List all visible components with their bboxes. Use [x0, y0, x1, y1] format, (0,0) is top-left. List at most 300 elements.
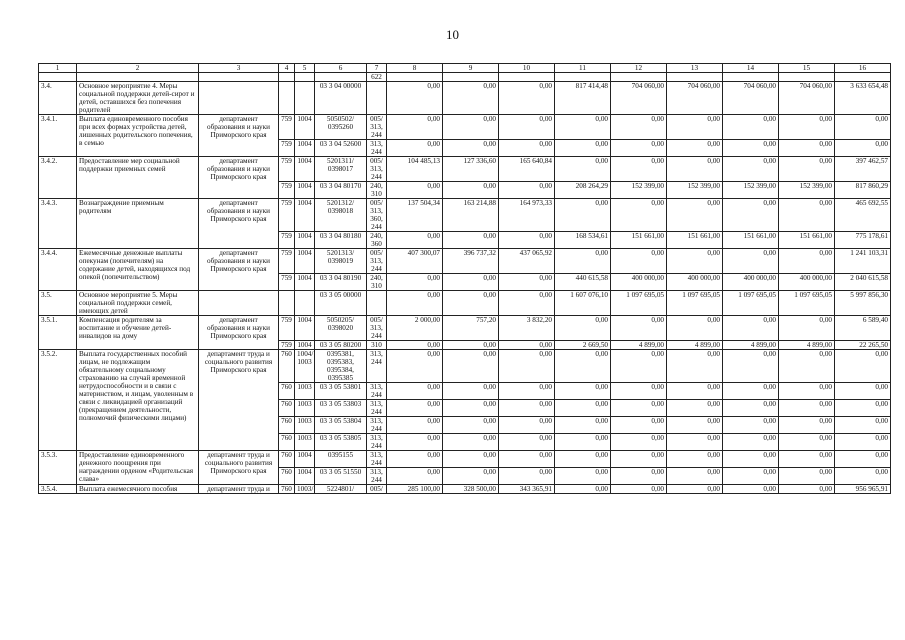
- row-executor: [199, 291, 279, 316]
- row-value: 0,00: [443, 115, 499, 140]
- row-value: 704 060,00: [667, 82, 723, 115]
- row-value: 152 399,00: [779, 182, 835, 199]
- row-value: 0,00: [611, 468, 667, 485]
- row-code-5: 1004: [295, 468, 315, 485]
- row-value: 396 737,32: [443, 249, 499, 274]
- column-header: 3: [199, 64, 279, 73]
- budget-table: [38, 63, 891, 494]
- row-value: 0,00: [723, 350, 779, 383]
- row-value: 0,00: [667, 485, 723, 494]
- row-value: 0,00: [555, 249, 611, 274]
- row-name: Предоставление единовременного денежного поощрения при награждении орденом «Родительская слава»: [77, 451, 199, 485]
- row-value: 0,00: [667, 115, 723, 140]
- row-value: 1 097 695,05: [779, 291, 835, 316]
- row-value: 208 264,29: [555, 182, 611, 199]
- row-value: 400 000,00: [611, 274, 667, 291]
- row-value: 0,00: [611, 485, 667, 494]
- row-value: 0,00: [499, 182, 555, 199]
- row-executor: департамент труда и социального развития Приморского края: [199, 350, 279, 451]
- row-id: 3.5.2.: [39, 350, 77, 451]
- row-code-6: 03 3 05 53801: [315, 383, 367, 400]
- row-value: 440 615,58: [555, 274, 611, 291]
- row-code-5: 1004: [295, 451, 315, 468]
- row-value: 3 633 654,48: [835, 82, 891, 115]
- row-value: 465 692,55: [835, 199, 891, 232]
- row-value: 2 669,50: [555, 341, 611, 350]
- row-code-6: 03 3 04 80180: [315, 232, 367, 249]
- row-code-6: 03 3 04 52600: [315, 140, 367, 157]
- row-value: 0,00: [779, 485, 835, 494]
- row-name: Компенсация родителям за воспитание и обучение детей-инвалидов на дому: [77, 316, 199, 350]
- row-value: 0,00: [443, 341, 499, 350]
- row-code-5: 1004: [295, 232, 315, 249]
- row-value: 0,00: [499, 140, 555, 157]
- row-code-4: 760: [279, 383, 295, 400]
- row-value: 0,00: [387, 232, 443, 249]
- row-value: 0,00: [387, 400, 443, 417]
- column-header: 4: [279, 64, 295, 73]
- row-code-7: 313, 244: [367, 417, 387, 434]
- row-value: 4 899,00: [723, 341, 779, 350]
- row-code-5: 1004: [295, 341, 315, 350]
- row-value: 0,00: [555, 417, 611, 434]
- row-value: 0,00: [555, 350, 611, 383]
- row-code-6: 5201313/ 0398019: [315, 249, 367, 274]
- row-code-6: 5050502/ 0395260: [315, 115, 367, 140]
- row-code-4: 759: [279, 274, 295, 291]
- row-code-5: 1004: [295, 316, 315, 341]
- row-value: 285 100,00: [387, 485, 443, 494]
- row-value: 0,00: [443, 468, 499, 485]
- row-value: 1 097 695,05: [667, 291, 723, 316]
- row-value: 1 097 695,05: [611, 291, 667, 316]
- row-code-5: 1003: [295, 400, 315, 417]
- row-value: 0,00: [611, 140, 667, 157]
- row-code-7: 240, 310: [367, 274, 387, 291]
- row-name: Основное мероприятие 5. Меры социальной поддержки семей, имеющих детей: [77, 291, 199, 316]
- row-code-6: 03 3 05 53803: [315, 400, 367, 417]
- row-value: 2 040 615,58: [835, 274, 891, 291]
- row-value: 0,00: [723, 249, 779, 274]
- row-value: 137 504,34: [387, 199, 443, 232]
- column-header: 2: [77, 64, 199, 73]
- row-code-6: 03 3 04 80190: [315, 274, 367, 291]
- table-row: [39, 82, 891, 115]
- row-value: 152 399,00: [667, 182, 723, 199]
- row-code-7: 005/ 313, 360, 244: [367, 199, 387, 232]
- row-value: 0,00: [443, 383, 499, 400]
- row-value: 0,00: [723, 383, 779, 400]
- row-executor: департамент труда и: [199, 485, 279, 494]
- row-value: 0,00: [667, 140, 723, 157]
- row-code-6: 0395381, 0395383, 0395384, 0395385: [315, 350, 367, 383]
- page-number: 10: [446, 27, 459, 42]
- row-code-5: 1003: [295, 434, 315, 451]
- table-row: [39, 115, 891, 140]
- row-value: 0,00: [723, 157, 779, 182]
- row-value: 0,00: [723, 115, 779, 140]
- column-header: 9: [443, 64, 499, 73]
- row-value: 0,00: [779, 417, 835, 434]
- row-value: 704 060,00: [611, 82, 667, 115]
- row-value: 0,00: [443, 182, 499, 199]
- table-row: [39, 485, 891, 494]
- row-value: 0,00: [387, 274, 443, 291]
- row-name: Основное мероприятие 4. Меры социальной поддержки детей-сирот и детей, оставшихся без попечения родителей: [77, 82, 199, 115]
- row-value: 0,00: [779, 468, 835, 485]
- row-value: 0,00: [499, 274, 555, 291]
- row-value: 4 899,00: [611, 341, 667, 350]
- row-value: 0,00: [443, 417, 499, 434]
- column-header: 10: [499, 64, 555, 73]
- row-code-6: 03 3 04 00000: [315, 82, 367, 115]
- row-value: 0,00: [443, 232, 499, 249]
- row-value: 0,00: [555, 199, 611, 232]
- row-value: 168 534,61: [555, 232, 611, 249]
- row-code-6: 5224801/: [315, 485, 367, 494]
- row-code-4: 759: [279, 316, 295, 341]
- row-value: 437 065,92: [499, 249, 555, 274]
- row-value: 328 500,00: [443, 485, 499, 494]
- row-value: 0,00: [443, 82, 499, 115]
- row-value: 0,00: [387, 350, 443, 383]
- row-value: 152 399,00: [723, 182, 779, 199]
- row-value: 164 973,33: [499, 199, 555, 232]
- column-header: 7: [367, 64, 387, 73]
- row-value: 0,00: [835, 468, 891, 485]
- row-value: 0,00: [611, 316, 667, 341]
- row-value: 0,00: [835, 140, 891, 157]
- row-value: 0,00: [779, 434, 835, 451]
- row-value: 0,00: [779, 383, 835, 400]
- row-code-4: 759: [279, 341, 295, 350]
- row-value: 0,00: [443, 451, 499, 468]
- row-value: 0,00: [835, 350, 891, 383]
- row-code-5: 1004/ 1003: [295, 350, 315, 383]
- row-value: 0,00: [723, 451, 779, 468]
- row-value: 0,00: [611, 115, 667, 140]
- column-header: 16: [835, 64, 891, 73]
- row-name: Выплата ежемесячного пособия: [77, 485, 199, 494]
- row-value: 0,00: [611, 350, 667, 383]
- row-executor: департамент образования и науки Приморского края: [199, 199, 279, 249]
- row-value: 0,00: [835, 115, 891, 140]
- row-value: 22 265,50: [835, 341, 891, 350]
- row-executor: департамент образования и науки Приморского края: [199, 157, 279, 199]
- row-value: 704 060,00: [723, 82, 779, 115]
- row-code-4: 760: [279, 400, 295, 417]
- row-value: 0,00: [779, 115, 835, 140]
- row-id: 3.5.4.: [39, 485, 77, 494]
- column-header: 8: [387, 64, 443, 73]
- row-name: Выплата государственных пособий лицам, не подлежащим обязательному социальному страхованию на случай временной нетрудоспособности и в связи с материнством, и лицам, уволенным в связи с ликвидацией организаций (прекращением деятельности, полномочий физическими лицами): [77, 350, 199, 451]
- row-value: 0,00: [667, 157, 723, 182]
- column-header: 5: [295, 64, 315, 73]
- row-executor: департамент образования и науки Приморского края: [199, 316, 279, 350]
- row-value: 0,00: [723, 485, 779, 494]
- row-code-6: 03 3 05 80200: [315, 341, 367, 350]
- row-code-7: 240, 310: [367, 182, 387, 199]
- row-value: 2 000,00: [387, 316, 443, 341]
- row-value: 0,00: [667, 249, 723, 274]
- row-code-7: 313, 244: [367, 451, 387, 468]
- row-value: 0,00: [499, 451, 555, 468]
- column-header: 1: [39, 64, 77, 73]
- row-value: 0,00: [667, 468, 723, 485]
- row-code-4: 760: [279, 417, 295, 434]
- row-code-4: 760: [279, 468, 295, 485]
- table-row: [39, 451, 891, 468]
- row-name: Вознаграждение приемным родителям: [77, 199, 199, 249]
- row-value: 0,00: [443, 350, 499, 383]
- row-code-6: 5050205/ 0398020: [315, 316, 367, 341]
- row-code-4: 759: [279, 182, 295, 199]
- row-id: 3.5.: [39, 291, 77, 316]
- row-id: 3.4.3.: [39, 199, 77, 249]
- row-value: 0,00: [555, 434, 611, 451]
- row-code-4: 760: [279, 350, 295, 383]
- row-code-7: 005/ 313, 244: [367, 316, 387, 341]
- row-value: 4 899,00: [779, 341, 835, 350]
- row-value: 0,00: [555, 485, 611, 494]
- row-id: 3.4.: [39, 82, 77, 115]
- row-value: 0,00: [387, 140, 443, 157]
- row-value: 704 060,00: [779, 82, 835, 115]
- table-row: [39, 291, 891, 316]
- row-value: 0,00: [667, 400, 723, 417]
- row-value: 0,00: [499, 468, 555, 485]
- row-value: 0,00: [723, 468, 779, 485]
- row-id: 3.5.3.: [39, 451, 77, 485]
- row-code-5: 1004: [295, 199, 315, 232]
- row-code-5: 1004: [295, 115, 315, 140]
- row-value: 0,00: [555, 400, 611, 417]
- row-value: 4 899,00: [667, 341, 723, 350]
- row-code-5: 1003: [295, 383, 315, 400]
- row-value: 0,00: [611, 199, 667, 232]
- row-code-5: 1004: [295, 249, 315, 274]
- row-value: 0,00: [779, 350, 835, 383]
- row-value: 343 365,91: [499, 485, 555, 494]
- row-value: 0,00: [387, 451, 443, 468]
- row-value: 163 214,88: [443, 199, 499, 232]
- row-value: 0,00: [667, 434, 723, 451]
- row-code-7: [367, 291, 387, 316]
- row-value: 151 661,00: [667, 232, 723, 249]
- row-code-6: 03 3 04 80170: [315, 182, 367, 199]
- row-value: 1 241 103,31: [835, 249, 891, 274]
- row-code-6: 03 3 05 53804: [315, 417, 367, 434]
- table-row: [39, 316, 891, 341]
- column-header: 6: [315, 64, 367, 73]
- row-value: 127 336,60: [443, 157, 499, 182]
- row-value: 0,00: [387, 115, 443, 140]
- row-value: 5 997 856,30: [835, 291, 891, 316]
- row-value: 956 965,91: [835, 485, 891, 494]
- row-name: Ежемесячные денежные выплаты опекунам (попечителям) на содержание детей, находящихся под опекой (попечительством): [77, 249, 199, 291]
- row-executor: департамент образования и науки Приморского края: [199, 249, 279, 291]
- row-code-7: 005/ 313, 244: [367, 115, 387, 140]
- row-value: 1 097 695,05: [723, 291, 779, 316]
- row-value: 0,00: [499, 434, 555, 451]
- row-value: 0,00: [443, 274, 499, 291]
- row-value: 151 661,00: [779, 232, 835, 249]
- row-code-6: 03 3 05 53805: [315, 434, 367, 451]
- row-value: 397 462,57: [835, 157, 891, 182]
- row-id: 3.4.2.: [39, 157, 77, 199]
- row-value: 0,00: [779, 157, 835, 182]
- row-value: 0,00: [611, 417, 667, 434]
- row-code-4: 759: [279, 199, 295, 232]
- row-value: 0,00: [611, 400, 667, 417]
- row-value: 0,00: [835, 451, 891, 468]
- row-value: 0,00: [387, 468, 443, 485]
- row-name: Предоставление мер социальной поддержки приемных семей: [77, 157, 199, 199]
- row-value: 0,00: [499, 115, 555, 140]
- row-value: 0,00: [499, 82, 555, 115]
- row-id: 3.4.1.: [39, 115, 77, 157]
- row-value: 0,00: [667, 316, 723, 341]
- table-row: [39, 249, 891, 274]
- row-value: 0,00: [779, 451, 835, 468]
- row-value: 0,00: [723, 199, 779, 232]
- continuation-cell: 622: [367, 73, 387, 82]
- row-value: 0,00: [499, 232, 555, 249]
- row-code-5: [295, 82, 315, 115]
- row-value: 3 832,20: [499, 316, 555, 341]
- row-code-4: 760: [279, 434, 295, 451]
- table-row: [39, 157, 891, 182]
- row-value: 165 640,84: [499, 157, 555, 182]
- row-code-7: 005/ 313, 244: [367, 157, 387, 182]
- row-value: 0,00: [611, 383, 667, 400]
- row-value: 0,00: [387, 182, 443, 199]
- row-value: 0,00: [443, 434, 499, 451]
- row-id: 3.4.4.: [39, 249, 77, 291]
- row-value: 0,00: [387, 417, 443, 434]
- row-value: 152 399,00: [611, 182, 667, 199]
- row-value: 0,00: [835, 383, 891, 400]
- row-code-4: 760: [279, 451, 295, 468]
- column-header: 12: [611, 64, 667, 73]
- row-value: 0,00: [723, 417, 779, 434]
- row-code-7: 313, 244: [367, 468, 387, 485]
- row-value: 0,00: [611, 249, 667, 274]
- row-value: 0,00: [779, 400, 835, 417]
- row-value: 407 300,07: [387, 249, 443, 274]
- row-value: 0,00: [723, 316, 779, 341]
- row-value: 0,00: [387, 383, 443, 400]
- row-value: 0,00: [555, 451, 611, 468]
- row-value: 0,00: [835, 417, 891, 434]
- row-value: 0,00: [555, 316, 611, 341]
- row-name: Выплата единовременного пособия при всех формах устройства детей, лишенных родительского попечения, в семью: [77, 115, 199, 157]
- row-code-4: [279, 291, 295, 316]
- row-code-4: 759: [279, 115, 295, 140]
- row-value: 400 000,00: [779, 274, 835, 291]
- table-row: [39, 199, 891, 232]
- row-value: 0,00: [835, 434, 891, 451]
- row-value: 0,00: [499, 417, 555, 434]
- row-value: 0,00: [723, 400, 779, 417]
- row-code-7: 005/ 313, 244: [367, 249, 387, 274]
- row-value: 0,00: [387, 434, 443, 451]
- row-code-6: 5201311/ 0398017: [315, 157, 367, 182]
- row-value: 0,00: [443, 140, 499, 157]
- row-code-5: 1003/: [295, 485, 315, 494]
- row-value: 0,00: [611, 434, 667, 451]
- row-id: 3.5.1.: [39, 316, 77, 350]
- row-code-6: 03 3 05 51550: [315, 468, 367, 485]
- row-code-4: 760: [279, 485, 295, 494]
- row-value: 0,00: [555, 157, 611, 182]
- row-value: 775 178,61: [835, 232, 891, 249]
- table-row: [39, 350, 891, 383]
- row-value: 0,00: [723, 140, 779, 157]
- row-value: 757,20: [443, 316, 499, 341]
- row-value: 0,00: [499, 400, 555, 417]
- row-code-7: 313, 244: [367, 140, 387, 157]
- row-value: 0,00: [499, 383, 555, 400]
- row-value: 0,00: [667, 383, 723, 400]
- row-code-7: 313, 244: [367, 383, 387, 400]
- row-code-6: 03 3 05 00000: [315, 291, 367, 316]
- row-value: 0,00: [779, 249, 835, 274]
- row-code-4: 759: [279, 140, 295, 157]
- row-value: 817 414,48: [555, 82, 611, 115]
- row-executor: департамент труда и социального развития Приморского края: [199, 451, 279, 485]
- row-value: 0,00: [499, 291, 555, 316]
- row-value: 1 607 076,10: [555, 291, 611, 316]
- row-value: 400 000,00: [723, 274, 779, 291]
- row-code-6: 5201312/ 0398018: [315, 199, 367, 232]
- row-code-7: 005/: [367, 485, 387, 494]
- row-value: 0,00: [835, 400, 891, 417]
- row-code-4: [279, 82, 295, 115]
- row-code-7: [367, 82, 387, 115]
- row-value: 0,00: [611, 451, 667, 468]
- row-code-4: 759: [279, 157, 295, 182]
- row-value: 0,00: [555, 468, 611, 485]
- row-value: 0,00: [387, 341, 443, 350]
- row-value: 6 589,40: [835, 316, 891, 341]
- row-value: 0,00: [387, 82, 443, 115]
- row-value: 0,00: [611, 157, 667, 182]
- row-value: 400 000,00: [667, 274, 723, 291]
- row-code-7: 313, 244: [367, 400, 387, 417]
- row-value: 0,00: [779, 140, 835, 157]
- continuation-row: [39, 73, 891, 82]
- row-code-7: 313, 244: [367, 350, 387, 383]
- row-value: 0,00: [387, 291, 443, 316]
- row-code-7: 313, 244: [367, 434, 387, 451]
- row-value: 0,00: [667, 350, 723, 383]
- row-code-5: 1004: [295, 157, 315, 182]
- column-header: 11: [555, 64, 611, 73]
- row-code-5: 1003: [295, 417, 315, 434]
- column-header: 13: [667, 64, 723, 73]
- row-executor: департамент образования и науки Приморского края: [199, 115, 279, 157]
- row-value: 0,00: [779, 199, 835, 232]
- row-value: 0,00: [555, 140, 611, 157]
- row-value: 0,00: [555, 383, 611, 400]
- row-code-5: 1004: [295, 140, 315, 157]
- row-value: 0,00: [667, 199, 723, 232]
- row-value: 0,00: [499, 350, 555, 383]
- row-code-5: 1004: [295, 182, 315, 199]
- row-value: 104 485,13: [387, 157, 443, 182]
- row-value: 0,00: [443, 291, 499, 316]
